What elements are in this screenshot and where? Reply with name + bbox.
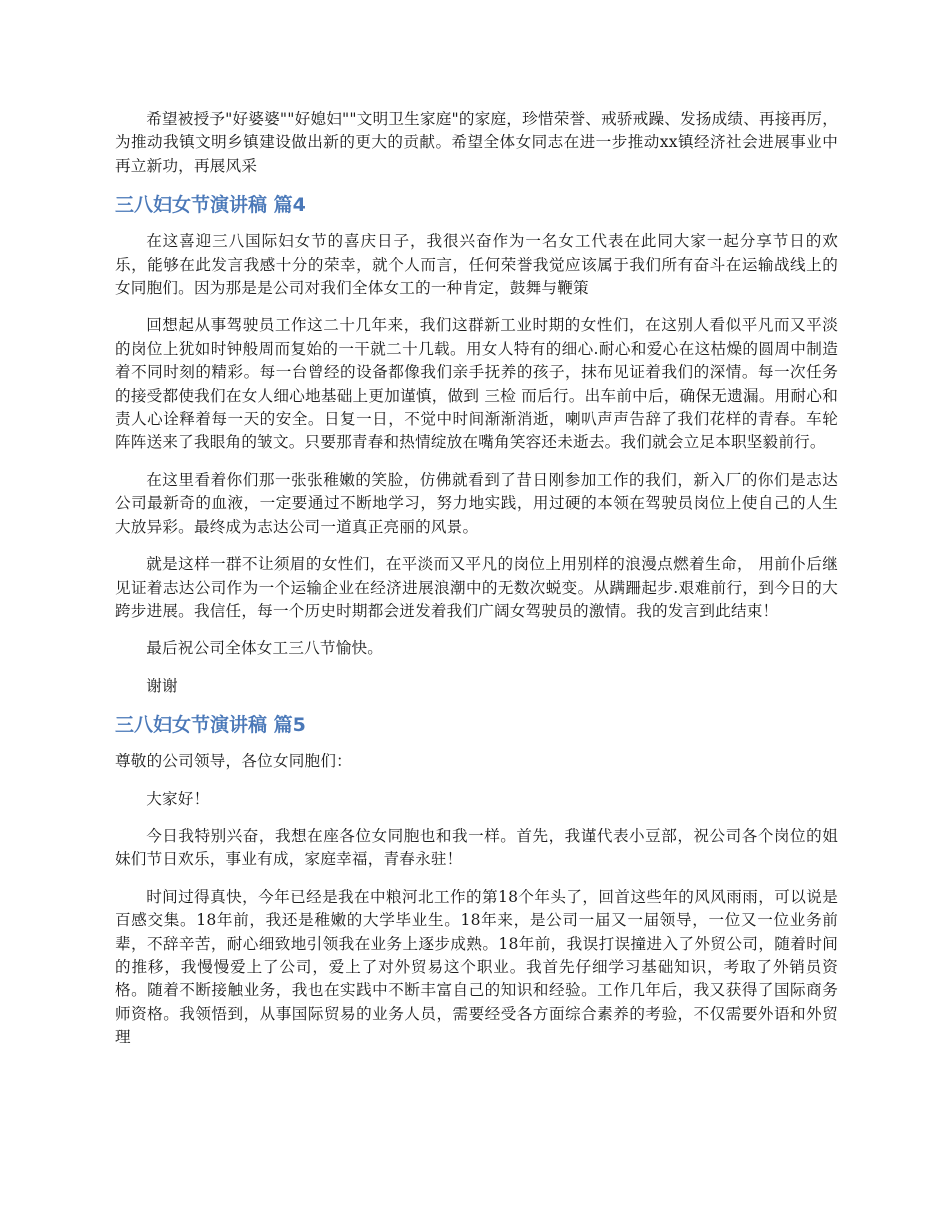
paragraph: 回想起从事驾驶员工作这二十几年来，我们这群新工业时期的女性们，在这别人看似平凡而又平淡的岗位上犹如时钟般周而复始的一干就二十几载。用女人特有的细心.耐心和爱心在这枯燥的圆周中制造着不同时刻的精彩。每一台曾经的设备都像我们亲手抚养的孩子，抹布见证着我们的深情。每一次任务的接受都使我们在女人细心地基础上更加谨慎，做到 三检 而后行。出车前中后，确保无遗漏。用耐心和责人心诠释着每一天的安全。日复一日，不觉中时间渐渐消逝，喇叭声声告辞了我们花样的青春。车轮阵阵送来了我眼角的皱文。只要那青春和热情绽放在嘴角笑容还未逝去。我们就会立足本职坚毅前行。 bbox=[115, 316, 838, 452]
paragraph-intro: 希望被授予"好婆婆""好媳妇""文明卫生家庭"的家庭，珍惜荣誉、戒骄戒躁、发扬成绩、再接再厉，为推动我镇文明乡镇建设做出新的更大的贡献。希望全体女同志在进一步推动xx镇经济社会进展事业中再立新功，再展风采 bbox=[115, 110, 838, 175]
paragraph: 就是这样一群不让须眉的女性们，在平淡而又平凡的岗位上用别样的浪漫点燃着生命， 用前仆后继见证着志达公司作为一个运输企业在经济进展浪潮中的无数次蜕变。从蹒跚起步.艰难前行，到今日的大跨步进展。我信任，每一个历史时期都会迸发着我们广阔女驾驶员的激情。我的发言到此结束！ bbox=[115, 555, 838, 620]
paragraph: 大家好！ bbox=[146, 789, 210, 808]
paragraph: 时间过得真快，今年已经是我在中粮河北工作的第18个年头了，回首这些年的风风雨雨，可以说是百感交集。18年前，我还是稚嫩的大学毕业生。18年来，是公司一届又一届领导，一位又一位业务前辈，不辞辛苦，耐心细致地引领我在业务上逐步成熟。18年前，我误打误撞进入了外贸公司，随着时间的推移，我慢慢爱上了公司，爱上了对外贸易这个职业。我首先仔细学习基础知识，考取了外销员资格。随着不断接触业务，我也在实践中不断丰富自己的知识和经验。工作几年后，我又获得了国际商务师资格。我领悟到，从事国际贸易的业务人员，需要经受各方面综合素养的考验，不仅需要外语和外贸理 bbox=[115, 887, 838, 1047]
salutation: 尊敬的公司领导，各位女同胞们： bbox=[115, 752, 352, 771]
paragraph: 在这里看着你们那一张张稚嫩的笑脸，仿佛就看到了昔日刚参加工作的我们，新入厂的你们是志达公司最新奇的血液，一定要通过不断地学习，努力地实践，用过硬的本领在驾驶员岗位上使自己的人生大放异彩。最终成为志达公司一道真正亮丽的风景。 bbox=[115, 470, 838, 536]
paragraph: 今日我特别兴奋，我想在座各位女同胞也和我一样。首先，我谨代表小豆部，祝公司各个岗位的姐妹们节日欢乐，事业有成，家庭幸福，青春永驻！ bbox=[115, 826, 838, 869]
paragraph: 在这喜迎三八国际妇女节的喜庆日子，我很兴奋作为一名女工代表在此同大家一起分享节日的欢乐，能够在此发言我感十分的荣幸，就个人而言，任何荣誉我觉应该属于我们所有奋斗在运输战线上的女同胞们。因为那是是公司对我们全体女工的一种肯定，鼓舞与鞭策 bbox=[115, 232, 838, 298]
paragraph: 最后祝公司全体女工三八节愉快。 bbox=[146, 639, 384, 658]
section-heading-5: 三八妇女节演讲稿 篇5 bbox=[115, 714, 306, 737]
paragraph: 谢谢 bbox=[146, 676, 178, 695]
section-heading-4: 三八妇女节演讲稿 篇4 bbox=[115, 194, 306, 217]
